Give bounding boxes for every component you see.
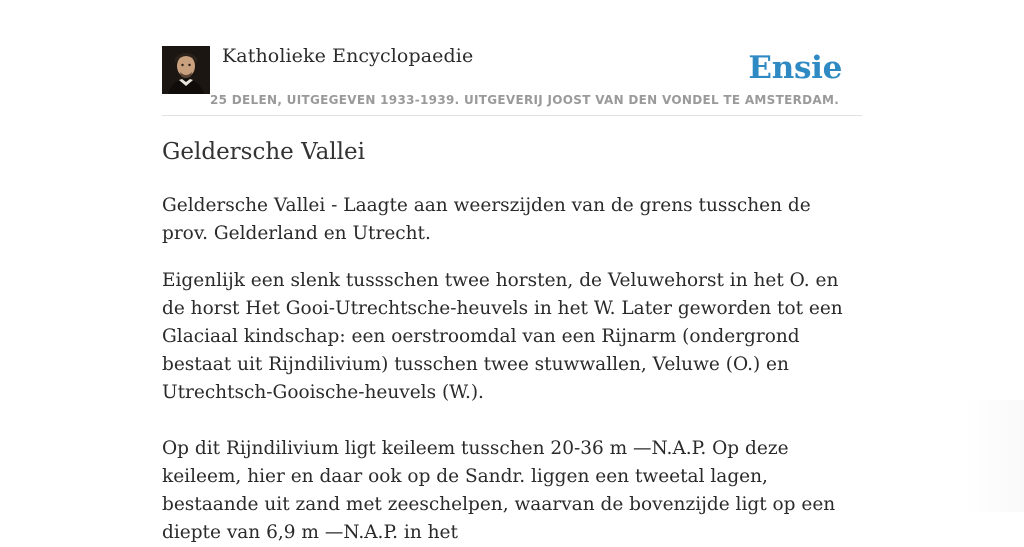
publication-title[interactable]: Katholieke Encyclopaedie xyxy=(222,45,474,67)
entry-title: Geldersche Vallei xyxy=(162,139,365,165)
article-paragraph: Geldersche Vallei - Laagte aan weerszijden van de grens tusschen de prov. Gelderland en Utrecht. xyxy=(162,195,811,244)
content-fade-overlay xyxy=(964,400,1024,512)
article-paragraph: Eigenlijk een slenk tussschen twee horsten, de Veluwehorst in het O. en de horst Het Gooi-Utrechtsche-heuvels in het W. Later geworden tot een Glaciaal kindschap: een oerstroomdal van een Rijnarm (ondergrond bestaat uit Rijndilivium) tusschen twee stuwwallen, Veluwe (O.) en Utrechtsch-Gooische-heuvels (W.). xyxy=(162,270,843,403)
publication-subtitle: 25 DELEN, UITGEGEVEN 1933-1939. UITGEVERIJ JOOST VAN DEN VONDEL TE AMSTERDAM. xyxy=(210,93,840,107)
ensie-logo-link[interactable]: Ensie xyxy=(748,50,842,86)
page-content xyxy=(162,0,862,543)
article-paragraph: Op dit Rijndilivium ligt keileem tusschen 20-36 m —N.A.P. Op deze keileem, hier en daar ook op de Sandr. liggen een tweetal lagen, bestaande uit zand met zeeschelpen, waarvan de bovenzijde ligt op een diepte van 6,9 m —N.A.P. in het xyxy=(162,438,836,543)
portrait-avatar-icon[interactable] xyxy=(162,46,210,94)
publication-header xyxy=(162,0,862,116)
